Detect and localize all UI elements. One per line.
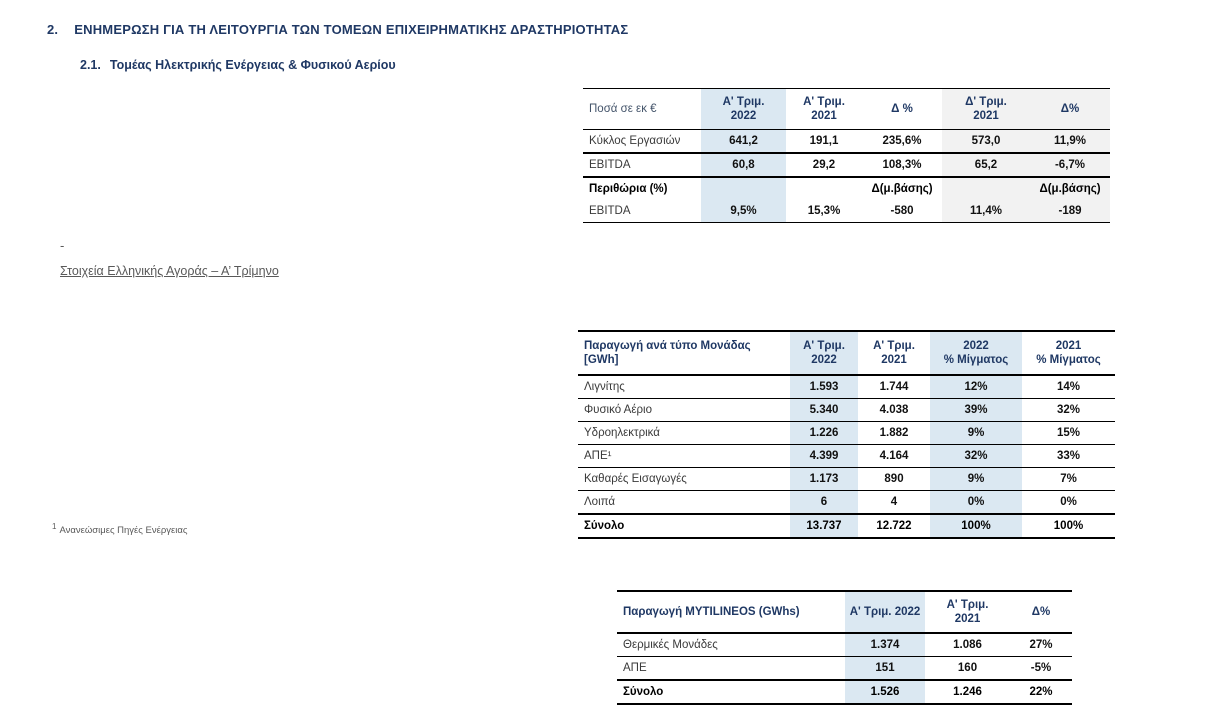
table-row [578, 468, 1115, 491]
column-header: 2021 % Μίγματος [1036, 339, 1101, 366]
table-row [578, 514, 1115, 538]
cell [701, 177, 786, 200]
cell: 160 [957, 661, 978, 674]
cell: 32% [930, 445, 1022, 468]
header-row [583, 89, 1110, 130]
production-mix-table [578, 330, 1115, 539]
table [583, 88, 1110, 223]
cell: 4.399 [790, 445, 858, 468]
footnote [52, 522, 187, 536]
cell: 1.744 [879, 380, 909, 393]
column-header: Δ% [1030, 89, 1110, 130]
cell: 4.038 [879, 403, 909, 416]
cell: 32% [1056, 403, 1081, 416]
row-label: Σύνολο [623, 685, 664, 698]
footnote-text: Ανανεώσιμες Πηγές Ενέργειας [59, 525, 188, 537]
row-label: ΑΠΕ¹ [584, 449, 612, 462]
cell: 33% [1056, 449, 1081, 462]
cell: 641,2 [701, 130, 786, 154]
table-row [578, 375, 1115, 399]
cell: 12.722 [876, 519, 912, 532]
cell: 4.164 [879, 449, 909, 462]
row-label: Λιγνίτης [584, 380, 625, 393]
cell: 1.246 [953, 685, 982, 698]
financial-summary-table [583, 88, 1110, 223]
section-title: ΕΝΗΜΕΡΩΣΗ ΓΙΑ ΤΗ ΛΕΙΤΟΥΡΓΙΑ ΤΩΝ ΤΟΜΕΩΝ ΕΠΙΧΕΙΡΗΜΑΤΙΚΗΣ ΔΡΑΣΤΗΡΙΟΤΗΤΑΣ [74, 22, 629, 37]
column-header: Α' Τριμ. 2021 [873, 339, 915, 366]
mytilineos-production-table [617, 590, 1072, 705]
table-row [578, 491, 1115, 515]
row-label: EBITDA [589, 158, 631, 171]
cell: 15% [1056, 426, 1081, 439]
cell: 1.526 [845, 680, 925, 704]
footnote-marker: 1 [52, 522, 57, 531]
row-label: Κύκλος Εργασιών [589, 134, 681, 147]
cell: Δ(μ.βάσης) [1030, 177, 1110, 200]
table-row [617, 680, 1072, 704]
cell: 29,2 [812, 158, 836, 171]
cell: 13.737 [790, 514, 858, 538]
cell: 7% [1060, 472, 1077, 485]
subsection-number: 2.1. [80, 58, 101, 72]
cell: 1.593 [790, 375, 858, 399]
header-row [617, 591, 1072, 633]
table-row [583, 130, 1110, 154]
row-label: Περιθώρια (%) [589, 182, 668, 195]
table-row [578, 445, 1115, 468]
header-row [578, 331, 1115, 375]
cell: 573,0 [942, 130, 1030, 154]
table-row [583, 153, 1110, 177]
cell: 14% [1056, 380, 1081, 393]
cell: 11,9% [1030, 130, 1110, 154]
cell: 15,3% [807, 204, 841, 217]
cell: 39% [930, 399, 1022, 422]
cell: 151 [845, 657, 925, 681]
cell: 1.374 [845, 633, 925, 657]
table-row [578, 399, 1115, 422]
cell: 890 [884, 472, 904, 485]
column-header: Α' Τριμ. 2021 [946, 598, 989, 625]
cell: 100% [930, 514, 1022, 538]
column-header: Α' Τριμ. 2022 [845, 591, 925, 633]
cell: 27% [1029, 638, 1053, 651]
table-row [617, 657, 1072, 681]
column-header: Α' Τριμ. 2022 [790, 331, 858, 375]
row-label: Υδροηλεκτρικά [584, 426, 660, 439]
cell: 1.086 [953, 638, 982, 651]
section-number: 2. [47, 22, 59, 37]
table-row [578, 422, 1115, 445]
cell: 60,8 [701, 153, 786, 177]
row-label: Φυσικό Αέριο [584, 403, 652, 416]
market-data-link[interactable]: Στοιχεία Ελληνικής Αγοράς – Α’ Τρίμηνο [60, 264, 279, 278]
subsection-title: Τομέας Ηλεκτρικής Ενέργειας & Φυσικού Αερίου [109, 58, 396, 72]
cell [942, 177, 1030, 200]
column-header: Δ% [1031, 605, 1051, 618]
cell: 6 [790, 491, 858, 515]
cell: 9% [930, 422, 1022, 445]
subsection-heading [80, 58, 396, 72]
cell: 9,5% [701, 200, 786, 223]
row-label: ΑΠΕ [623, 661, 647, 674]
table [578, 330, 1115, 539]
cell: -5% [1030, 661, 1052, 674]
cell: Δ(μ.βάσης) [871, 182, 933, 195]
cell: -6,7% [1030, 153, 1110, 177]
cell: 235,6% [882, 134, 922, 147]
column-header: Α' Τριμ. 2021 [803, 95, 845, 122]
cell: 1.882 [879, 426, 909, 439]
cell: -189 [1030, 200, 1110, 223]
row-label: Σύνολο [584, 519, 625, 532]
table-row [583, 177, 1110, 200]
row-label: EBITDA [589, 204, 631, 217]
column-header: Παραγωγή MYTILINEOS (GWhs) [623, 605, 800, 618]
table [617, 590, 1072, 705]
cell [786, 177, 862, 200]
cell: 11,4% [942, 200, 1030, 223]
cell: -580 [890, 204, 914, 217]
column-header: Παραγωγή ανά τύπο Μονάδας [GWh] [584, 339, 751, 366]
cell: 12% [930, 375, 1022, 399]
dash-bullet: - [60, 238, 65, 253]
cell: 5.340 [790, 399, 858, 422]
cell: 1.226 [790, 422, 858, 445]
cell: 108,3% [882, 158, 922, 171]
cell: 191,1 [809, 134, 839, 147]
cell: 22% [1029, 685, 1053, 698]
cell: 0% [930, 491, 1022, 515]
table-row [617, 633, 1072, 657]
column-header: Α' Τριμ. 2022 [701, 89, 786, 130]
cell: 100% [1053, 519, 1084, 532]
cell: 65,2 [942, 153, 1030, 177]
cell: 9% [930, 468, 1022, 491]
row-label: Καθαρές Εισαγωγές [584, 472, 687, 485]
section-heading [47, 22, 628, 37]
column-header: Δ % [891, 102, 913, 115]
cell: 0% [1060, 495, 1077, 508]
cell: 4 [890, 495, 898, 508]
row-label: Λοιπά [584, 495, 616, 508]
column-header: 2022 % Μίγματος [930, 331, 1022, 375]
row-label: Θερμικές Μονάδες [623, 638, 718, 651]
column-header: Δ' Τριμ. 2021 [942, 89, 1030, 130]
cell: 1.173 [790, 468, 858, 491]
table-row [583, 200, 1110, 223]
column-header: Ποσά σε εκ € [589, 102, 657, 115]
